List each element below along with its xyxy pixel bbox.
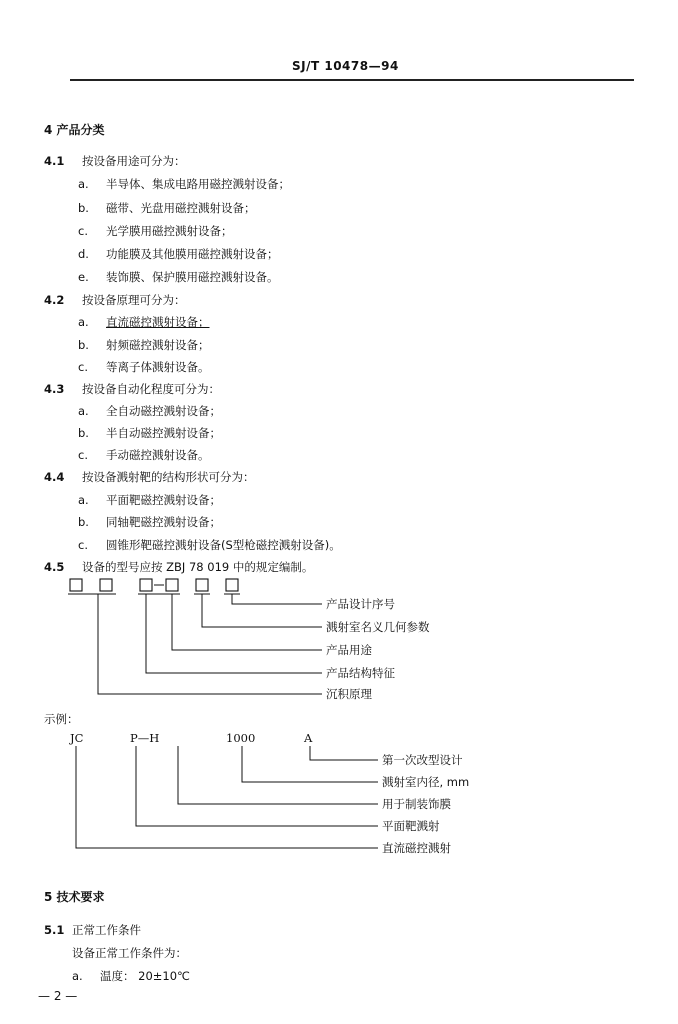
header-rule bbox=[70, 79, 634, 81]
clause-4-3: 4.3 按设备自动化程度可分为： bbox=[44, 382, 220, 396]
example-label: 第一次改型设计 bbox=[382, 753, 463, 767]
model-code-diagram bbox=[60, 574, 480, 704]
page-number: — 2 — bbox=[38, 989, 78, 1003]
code-box bbox=[140, 579, 152, 591]
list-item: b. 同轴靶磁控溅射设备； bbox=[78, 515, 221, 529]
example-code: JC bbox=[70, 731, 84, 745]
list-item: a. 全自动磁控溅射设备； bbox=[78, 404, 221, 418]
code-box bbox=[100, 579, 112, 591]
diagram-label: 产品用途 bbox=[326, 643, 372, 657]
standard-number: SJ/T 10478—94 bbox=[292, 59, 399, 73]
code-box bbox=[226, 579, 238, 591]
clause-5-1-intro: 设备正常工作条件为： bbox=[72, 946, 187, 960]
example-code: P—H bbox=[130, 731, 160, 745]
list-item: d. 功能膜及其他膜用磁控溅射设备； bbox=[78, 247, 279, 261]
example-code-diagram bbox=[60, 726, 520, 860]
diagram-label: 产品设计序号 bbox=[326, 597, 395, 611]
code-box bbox=[166, 579, 178, 591]
diagram-label: 溅射室名义几何参数 bbox=[326, 620, 430, 634]
list-item: a. 平面靶磁控溅射设备； bbox=[78, 493, 221, 507]
section-4-title: 4 产品分类 bbox=[44, 123, 105, 137]
example-title: 示例： bbox=[44, 712, 79, 726]
example-label: 溅射室内径, mm bbox=[382, 775, 470, 789]
clause-4-4: 4.4 按设备溅射靶的结构形状可分为： bbox=[44, 470, 255, 484]
list-item: a. 直流磁控溅射设备； bbox=[78, 315, 210, 329]
code-box bbox=[70, 579, 82, 591]
list-item: c. 圆锥形靶磁控溅射设备(S型枪磁控溅射设备)。 bbox=[78, 538, 341, 552]
example-label: 平面靶溅射 bbox=[382, 819, 440, 833]
clause-4-1 bbox=[44, 153, 186, 169]
list-item: c. 等离子体溅射设备。 bbox=[78, 360, 210, 374]
list-item: a. 半导体、集成电路用磁控溅射设备； bbox=[78, 177, 290, 191]
code-box bbox=[196, 579, 208, 591]
clause-text: 按设备用途可分为： bbox=[82, 154, 186, 168]
list-item: b. 半自动磁控溅射设备； bbox=[78, 426, 221, 440]
clause-5-1: 5.1 正常工作条件 bbox=[44, 923, 141, 937]
clause-4-5: 4.5 设备的型号应按 ZBJ 78 019 中的规定编制。 bbox=[44, 560, 314, 574]
list-item: b. 射频磁控溅射设备； bbox=[78, 338, 210, 352]
list-item: c. 手动磁控溅射设备。 bbox=[78, 448, 210, 462]
diagram-label: 沉积原理 bbox=[326, 687, 372, 701]
example-code: 1000 bbox=[226, 731, 256, 745]
example-label: 用于制装饰膜 bbox=[382, 797, 451, 811]
diagram-label: 产品结构特征 bbox=[326, 666, 395, 680]
list-item: e. 装饰膜、保护膜用磁控溅射设备。 bbox=[78, 270, 279, 284]
clause-number: 4.1 bbox=[44, 154, 65, 168]
example-label: 直流磁控溅射 bbox=[382, 841, 451, 855]
list-item: c. 光学膜用磁控溅射设备； bbox=[78, 224, 233, 238]
example-code: A bbox=[304, 731, 313, 745]
clause-4-2: 4.2 按设备原理可分为： bbox=[44, 293, 186, 307]
section-5-title: 5 技术要求 bbox=[44, 890, 105, 904]
list-item: b. 磁带、光盘用磁控溅射设备； bbox=[78, 201, 256, 215]
list-item: a. 温度： 20±10℃ bbox=[72, 969, 190, 983]
